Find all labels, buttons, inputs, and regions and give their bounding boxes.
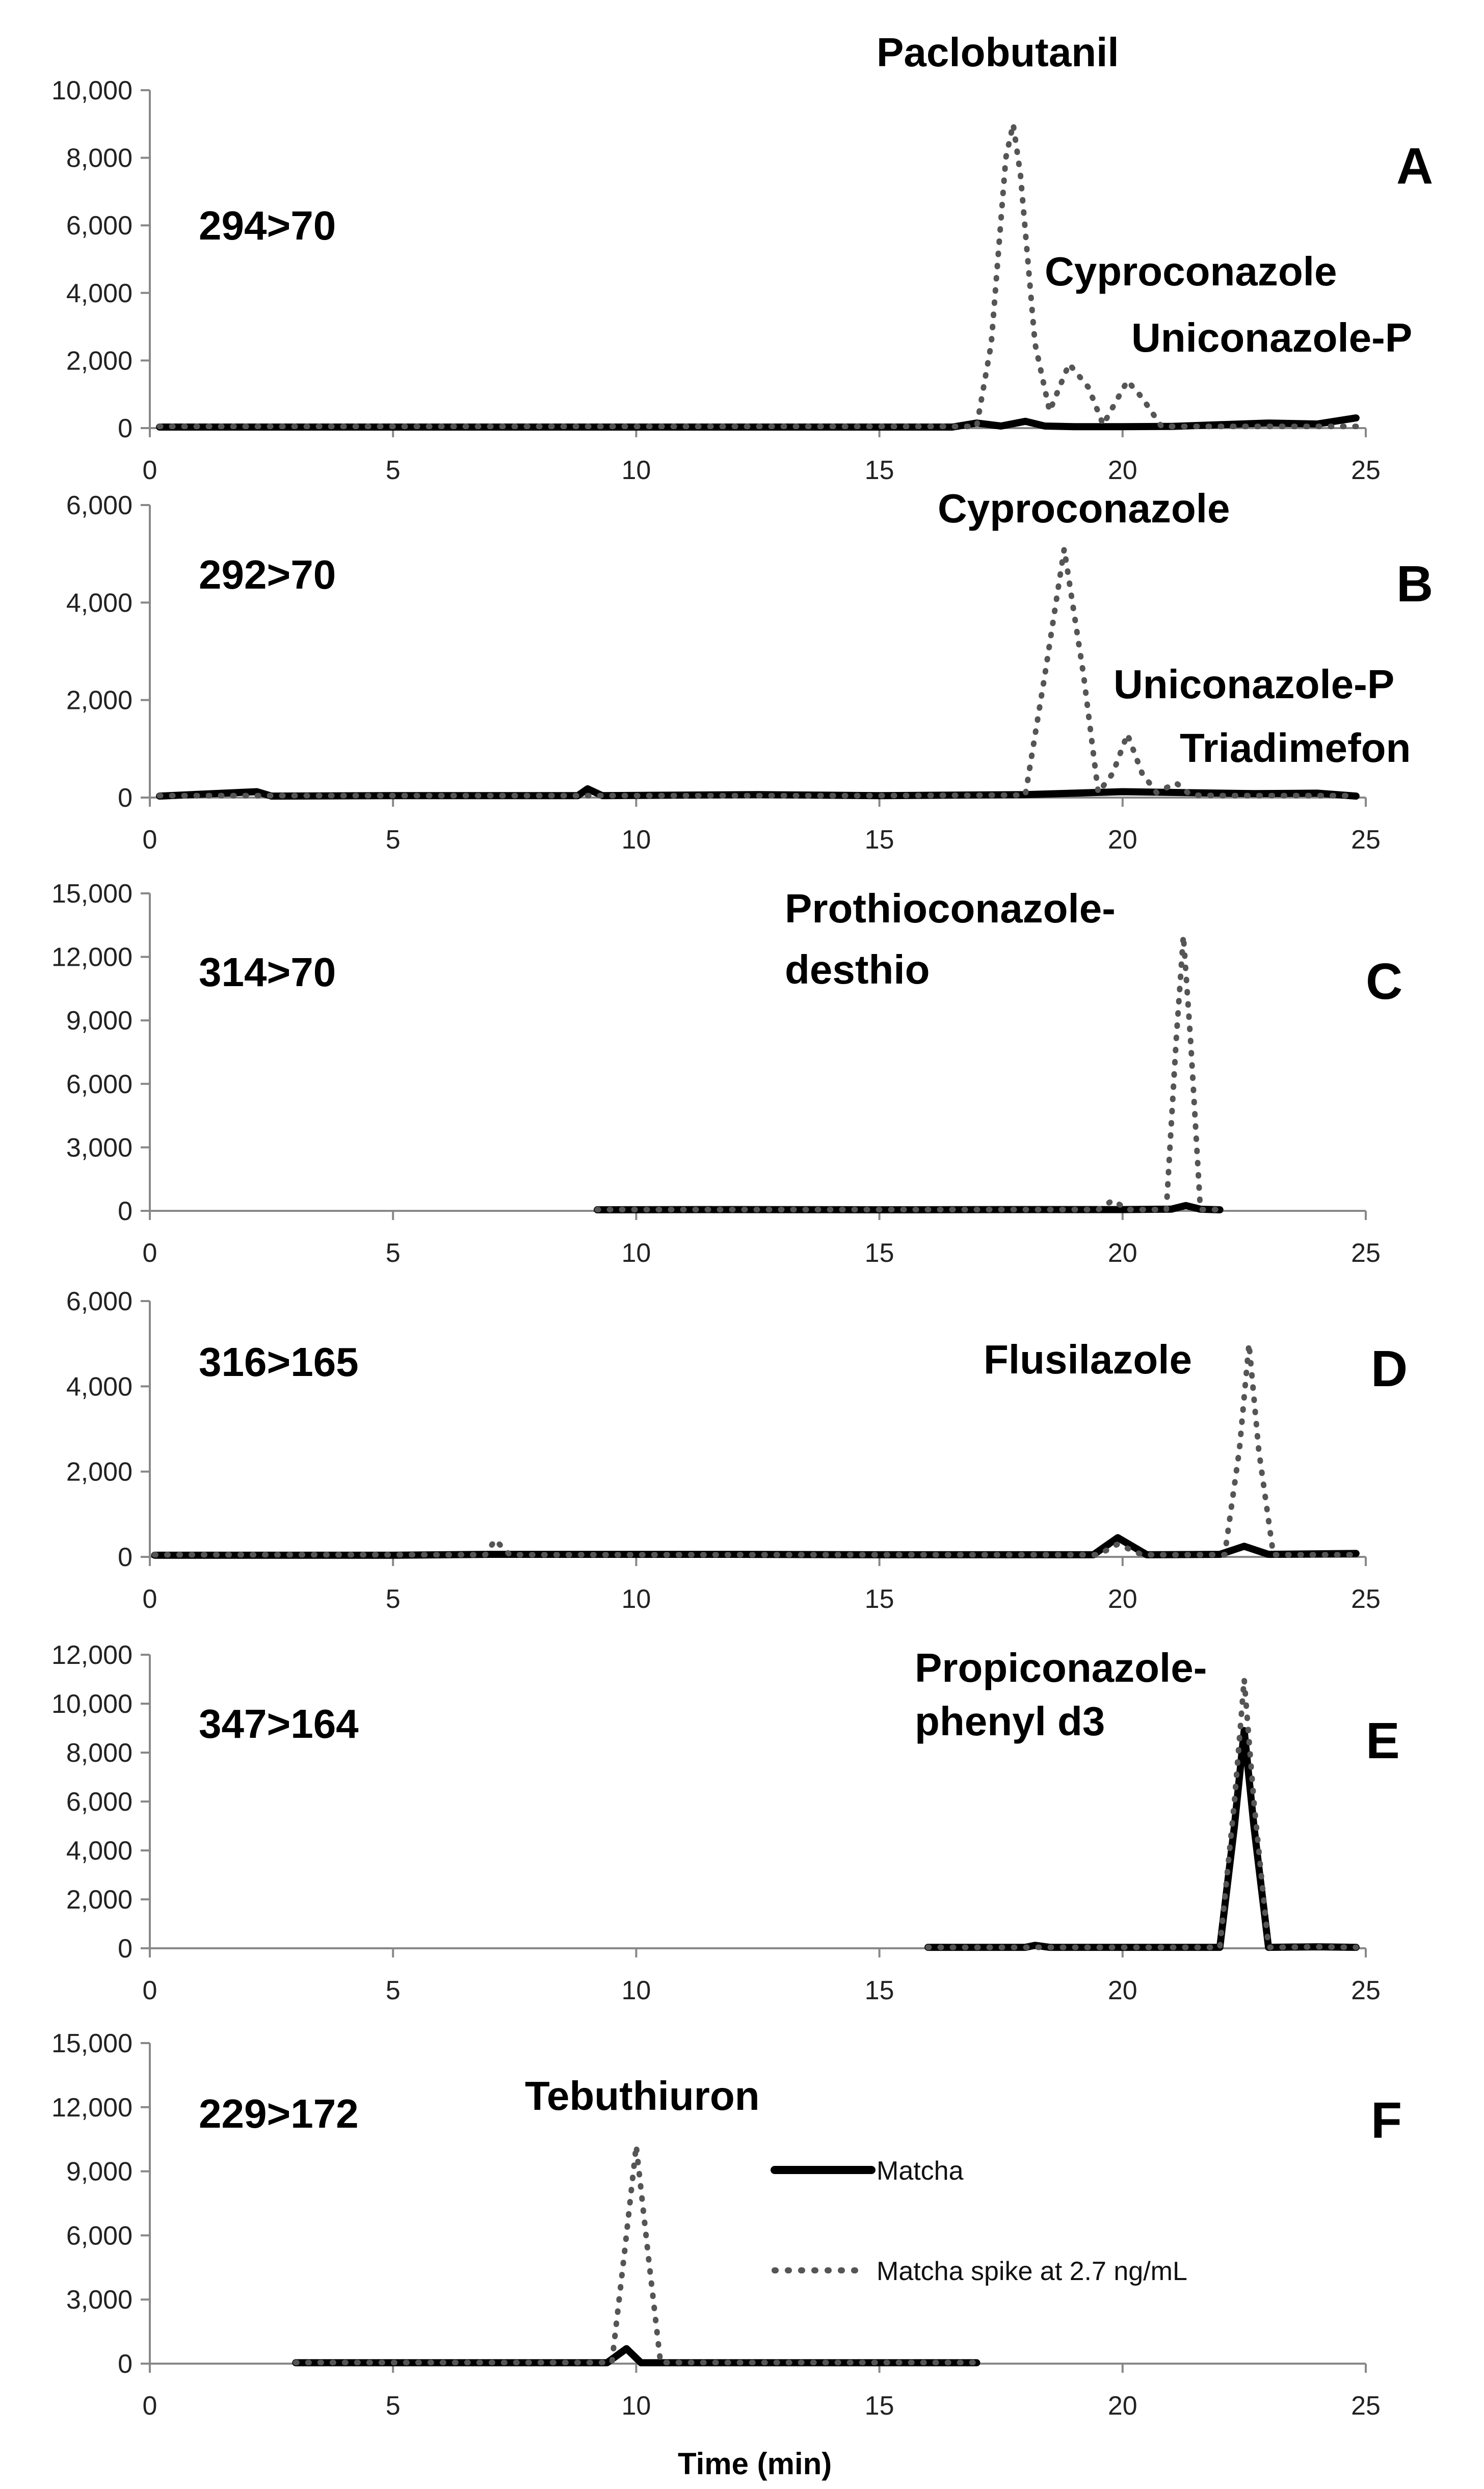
y-tick-label: 6,000 — [66, 491, 132, 520]
transition-label: 347>164 — [199, 1701, 359, 1746]
panels — [51, 30, 1433, 2421]
x-tick-label: 25 — [1351, 825, 1381, 855]
x-tick-label: 20 — [1107, 2391, 1137, 2421]
legend-spike-label: Matcha spike at 2.7 ng/mL — [877, 2257, 1187, 2286]
x-axis-title: Time (min) — [678, 2447, 832, 2481]
transition-label: 292>70 — [199, 552, 336, 597]
x-tick-label: 10 — [621, 825, 651, 855]
x-tick-label: 5 — [385, 456, 401, 485]
panel-c — [51, 879, 1402, 1268]
panel-letter: E — [1366, 1712, 1400, 1769]
panel-letter: A — [1396, 138, 1434, 195]
x-tick-label: 5 — [385, 1238, 401, 1268]
x-tick-label: 15 — [864, 1584, 894, 1614]
y-tick-label: 0 — [118, 1197, 132, 1226]
series-matcha-line — [928, 1731, 1356, 1947]
y-tick-label: 2,000 — [66, 1885, 132, 1915]
panel-b — [66, 486, 1433, 855]
y-tick-label: 12,000 — [51, 2093, 132, 2123]
x-tick-label: 0 — [142, 825, 157, 855]
x-tick-label: 20 — [1107, 1584, 1137, 1614]
y-tick-label: 0 — [118, 1934, 132, 1964]
panel-letter: F — [1371, 2092, 1402, 2149]
y-tick-label: 6,000 — [66, 1787, 132, 1817]
x-tick-label: 15 — [864, 1238, 894, 1268]
transition-label: 314>70 — [199, 949, 336, 995]
y-tick-label: 4,000 — [66, 588, 132, 618]
peak-annotation: Triadimefon — [1180, 725, 1411, 771]
peak-annotation: Prothioconazole- — [785, 886, 1116, 931]
transition-label: 294>70 — [199, 203, 336, 248]
y-tick-label: 9,000 — [66, 2157, 132, 2187]
panel-a — [51, 30, 1433, 485]
y-tick-label: 15,000 — [51, 879, 132, 909]
y-tick-label: 8,000 — [66, 1738, 132, 1768]
x-tick-label: 25 — [1351, 1584, 1381, 1614]
x-tick-label: 5 — [385, 1584, 401, 1614]
panel-letter: D — [1371, 1340, 1408, 1397]
y-tick-label: 6,000 — [66, 211, 132, 241]
y-tick-label: 12,000 — [51, 942, 132, 972]
y-tick-label: 6,000 — [66, 1069, 132, 1099]
peak-annotation: phenyl d3 — [915, 1699, 1105, 1744]
x-tick-label: 5 — [385, 825, 401, 855]
x-tick-label: 25 — [1351, 1238, 1381, 1268]
x-tick-label: 0 — [142, 1976, 157, 2005]
x-tick-label: 5 — [385, 1976, 401, 2005]
peak-annotation: Paclobutanil — [877, 30, 1119, 75]
transition-label: 316>165 — [199, 1339, 359, 1385]
y-tick-label: 6,000 — [66, 1287, 132, 1316]
y-tick-label: 0 — [118, 2349, 132, 2379]
peak-annotation: Uniconazole-P — [1114, 661, 1395, 707]
x-tick-label: 15 — [864, 1976, 894, 2005]
y-tick-label: 3,000 — [66, 2285, 132, 2315]
y-tick-label: 0 — [118, 414, 132, 443]
x-tick-label: 10 — [621, 1238, 651, 1268]
legend-matcha-label: Matcha — [877, 2156, 964, 2186]
x-tick-label: 5 — [385, 2391, 401, 2421]
y-tick-label: 0 — [118, 1543, 132, 1572]
series-matcha-line — [597, 1206, 1220, 1210]
x-tick-label: 25 — [1351, 1976, 1381, 2005]
y-tick-label: 6,000 — [66, 2221, 132, 2251]
x-tick-label: 25 — [1351, 2391, 1381, 2421]
y-tick-label: 2,000 — [66, 346, 132, 376]
transition-label: 229>172 — [199, 2091, 359, 2136]
peak-annotation: Tebuthiuron — [525, 2073, 760, 2119]
x-tick-label: 10 — [621, 456, 651, 485]
x-tick-label: 20 — [1107, 825, 1137, 855]
x-tick-label: 0 — [142, 1584, 157, 1614]
peak-annotation: Cyproconazole — [1045, 249, 1337, 294]
peak-annotation: Propiconazole- — [915, 1645, 1207, 1690]
y-tick-label: 12,000 — [51, 1640, 132, 1670]
peak-annotation: desthio — [785, 947, 930, 992]
y-tick-label: 3,000 — [66, 1133, 132, 1163]
y-tick-label: 9,000 — [66, 1006, 132, 1036]
x-tick-label: 10 — [621, 1584, 651, 1614]
x-tick-label: 10 — [621, 2391, 651, 2421]
peak-annotation: Flusilazole — [984, 1337, 1192, 1382]
x-tick-label: 10 — [621, 1976, 651, 2005]
y-tick-label: 2,000 — [66, 685, 132, 716]
x-tick-label: 20 — [1107, 456, 1137, 485]
y-tick-label: 10,000 — [51, 76, 132, 105]
y-tick-label: 15,000 — [51, 2029, 132, 2058]
x-tick-label: 15 — [864, 456, 894, 485]
x-tick-label: 25 — [1351, 456, 1381, 485]
y-tick-label: 4,000 — [66, 1372, 132, 1402]
peak-annotation: Uniconazole-P — [1131, 315, 1413, 360]
y-tick-label: 4,000 — [66, 278, 132, 308]
x-tick-label: 20 — [1107, 1238, 1137, 1268]
peak-annotation: Cyproconazole — [938, 486, 1230, 531]
panel-d — [66, 1287, 1408, 1614]
panel-letter: C — [1366, 953, 1403, 1010]
y-tick-label: 2,000 — [66, 1457, 132, 1487]
x-tick-label: 15 — [864, 825, 894, 855]
panel-e — [51, 1640, 1400, 2005]
y-tick-label: 4,000 — [66, 1836, 132, 1866]
x-tick-label: 0 — [142, 456, 157, 485]
y-tick-label: 8,000 — [66, 143, 132, 173]
panel-letter: B — [1396, 555, 1434, 613]
y-tick-label: 10,000 — [51, 1689, 132, 1719]
x-tick-label: 0 — [142, 1238, 157, 1268]
x-tick-label: 20 — [1107, 1976, 1137, 2005]
x-tick-label: 15 — [864, 2391, 894, 2421]
series-spike-line — [296, 2146, 976, 2363]
y-tick-label: 0 — [118, 783, 132, 813]
x-tick-label: 0 — [142, 2391, 157, 2421]
legend — [775, 2156, 1187, 2286]
panel-f — [51, 2029, 1402, 2421]
